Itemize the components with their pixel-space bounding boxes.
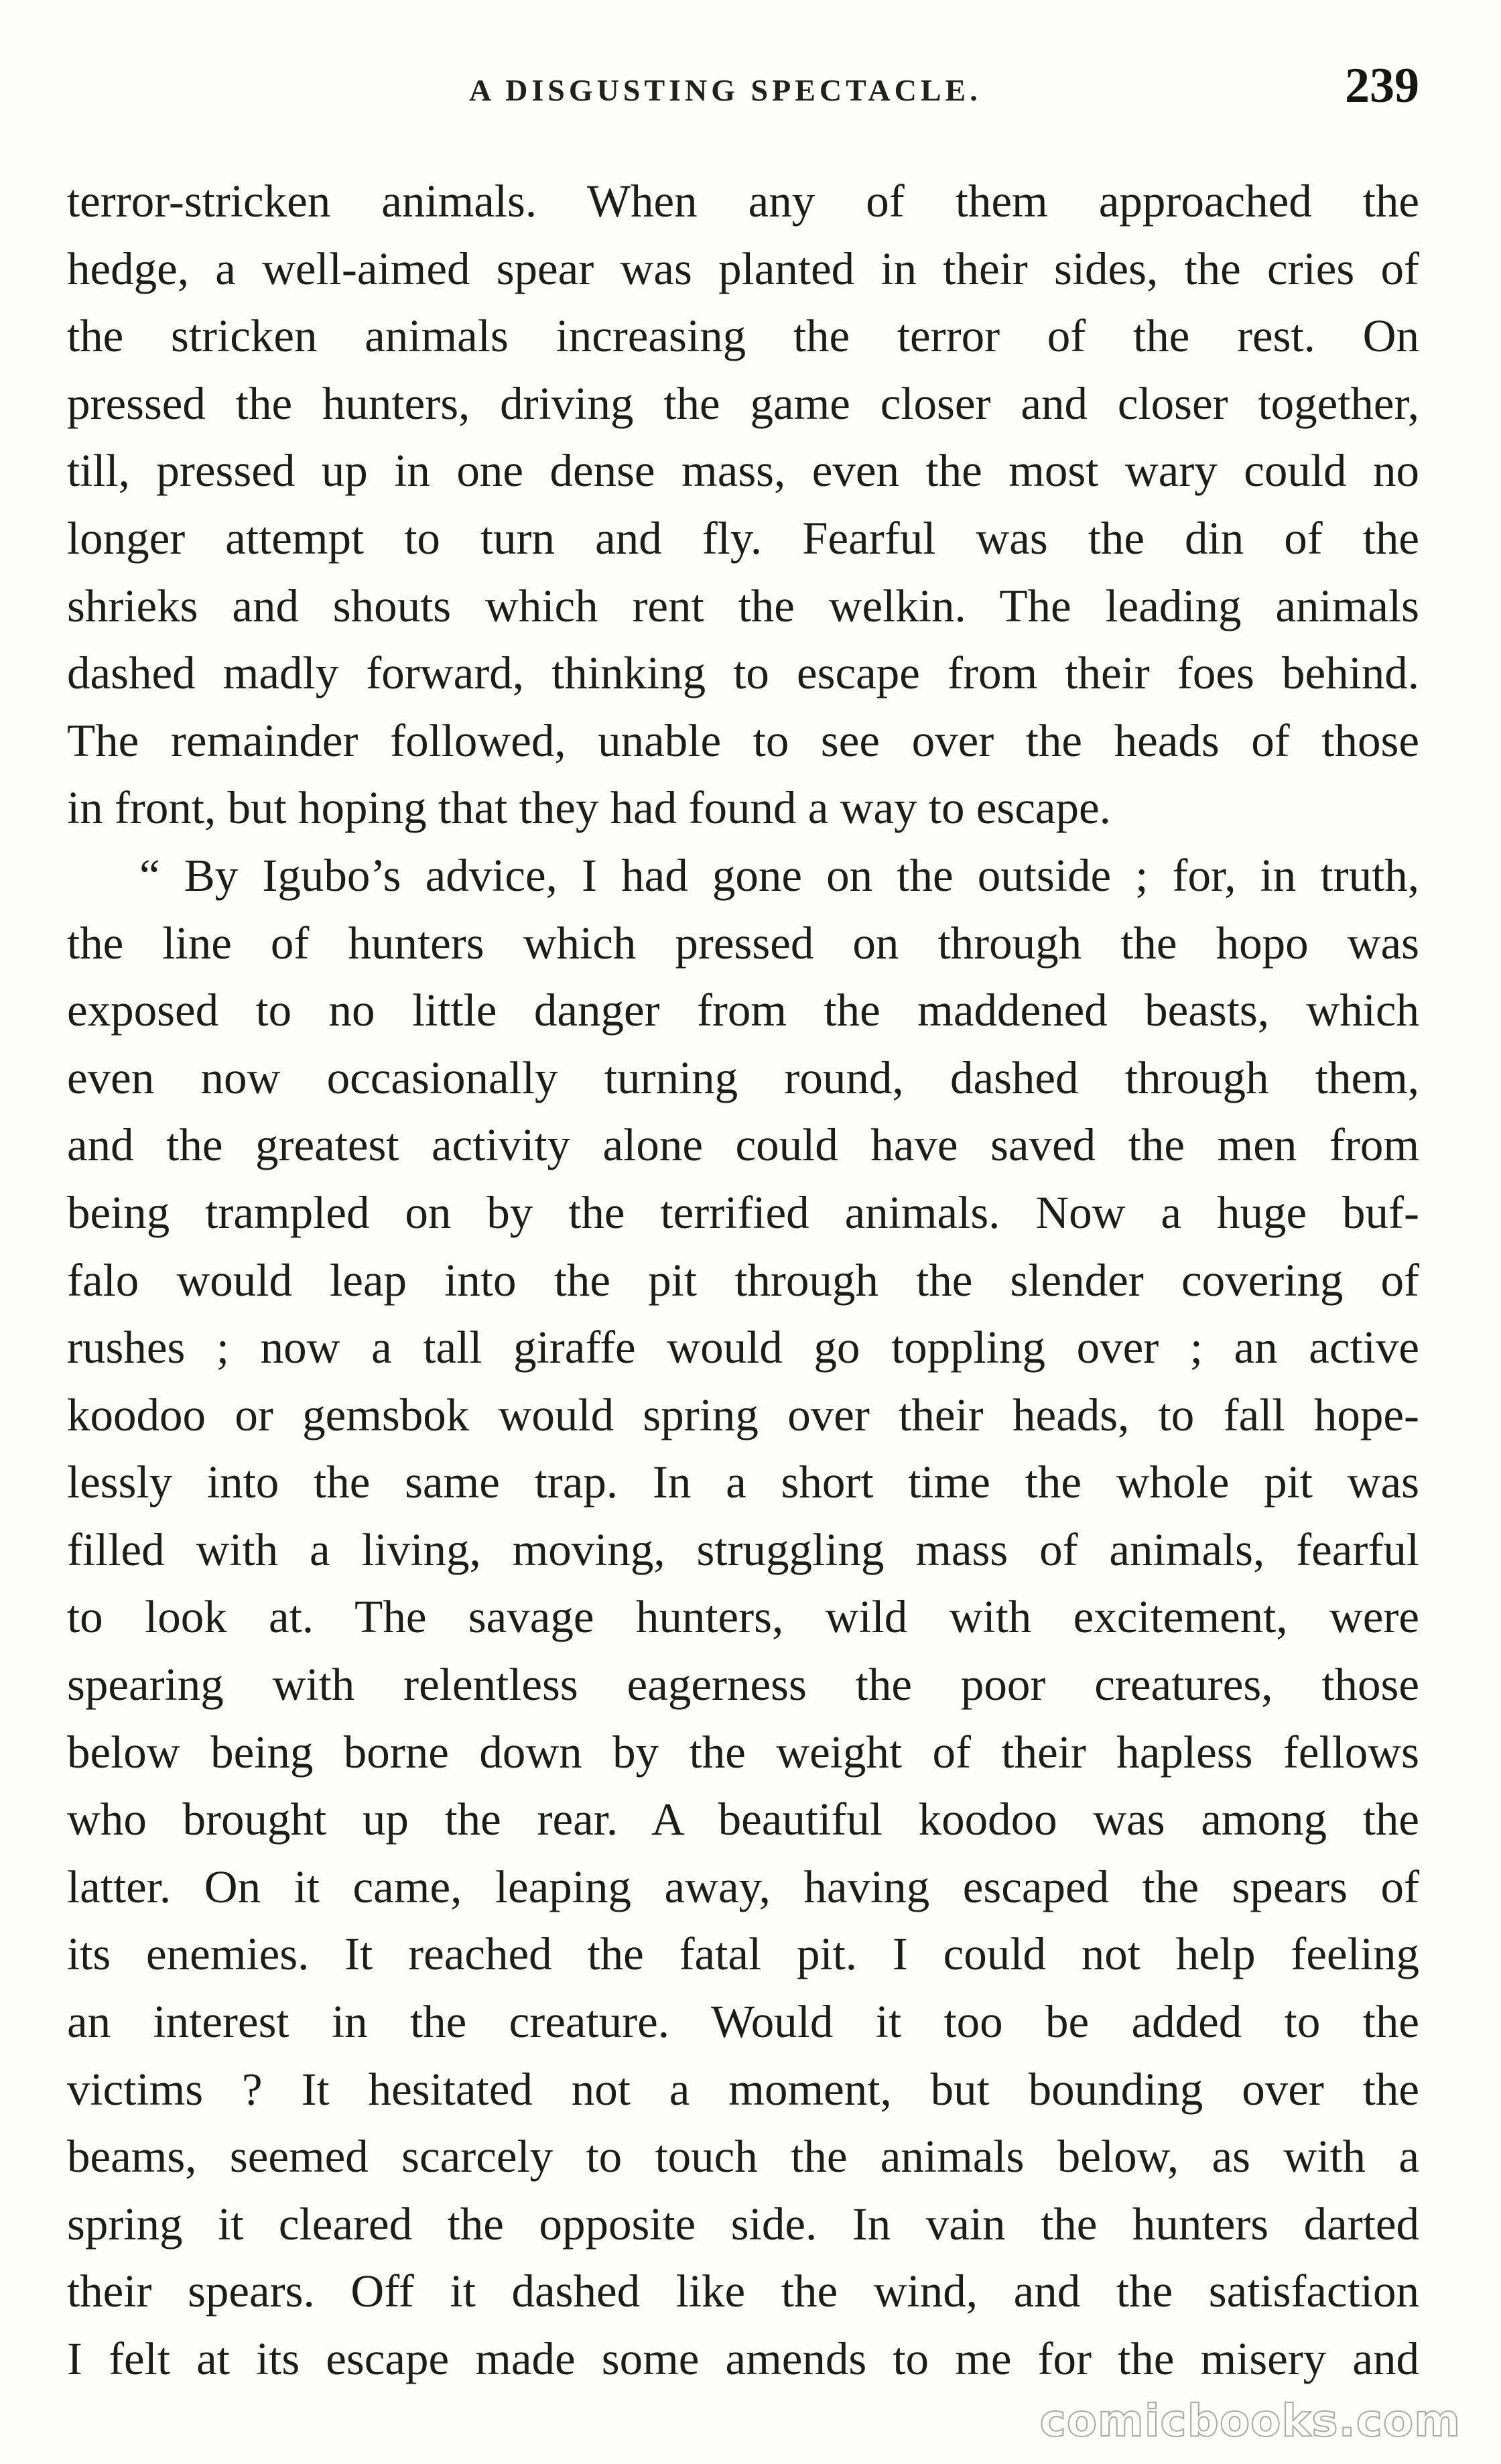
paragraph-2	[67, 842, 1419, 2393]
text-line: and the greatest activity alone could have saved the men from	[67, 1119, 1419, 1171]
text-line: to look at. The savage hunters, wild with excitement, were	[67, 1591, 1419, 1643]
text-line: shrieks and shouts which rent the welkin. The leading animals	[67, 580, 1419, 631]
text-line: latter. On it came, leaping away, having escaped the spears of	[67, 1861, 1419, 1912]
text-line: being trampled on by the terrified animals. Now a huge buf-	[67, 1186, 1419, 1238]
text-line: lessly into the same trap. In a short time the whole pit was	[67, 1457, 1419, 1508]
text-line: pressed the hunters, driving the game closer and closer together,	[67, 377, 1419, 429]
paragraph-1	[67, 168, 1419, 842]
running-title: A DISGUSTING SPECTACLE.	[469, 73, 982, 107]
watermark: comicbooks.com	[1039, 2395, 1461, 2447]
text-line: spring it cleared the opposite side. In vain the hunters darted	[67, 2198, 1419, 2250]
text-line: hedge, a well-aimed spear was planted in their sides, the cries of	[67, 243, 1419, 294]
text-line: falo would leap into the pit through the slender covering of	[67, 1254, 1419, 1306]
text-line: the stricken animals increasing the terror of the rest. On	[67, 310, 1419, 362]
text-line: even now occasionally turning round, dashed through them,	[67, 1052, 1419, 1103]
text-line: till, pressed up in one dense mass, even the most wary could no	[67, 445, 1419, 497]
text-line: The remainder followed, unable to see over the heads of those	[67, 715, 1419, 766]
text-line: its enemies. It reached the fatal pit. I could not help feeling	[67, 1928, 1419, 1980]
text-line: rushes ; now a tall giraffe would go toppling over ; an active	[67, 1322, 1419, 1373]
text-line: exposed to no little danger from the maddened beasts, which	[67, 985, 1419, 1036]
text-line: their spears. Off it dashed like the wind, and the satisfaction	[67, 2266, 1419, 2317]
body-text	[67, 168, 1419, 2393]
text-line: beams, seemed scarcely to touch the animals below, as with a	[67, 2131, 1419, 2182]
text-line: who brought up the rear. A beautiful koodoo was among the	[67, 1794, 1419, 1845]
text-line: filled with a living, moving, struggling mass of animals, fearful	[67, 1524, 1419, 1575]
text-line: an interest in the creature. Would it too be added to the	[67, 1996, 1419, 2048]
text-line: in front, but hoping that they had found a way to escape.	[67, 782, 1111, 834]
text-line: terror-stricken animals. When any of them approached the	[67, 176, 1419, 227]
text-line: dashed madly forward, thinking to escape from their foes behind.	[67, 648, 1419, 699]
text-line: I felt at its escape made some amends to me for the misery and	[67, 2333, 1419, 2384]
page-number: 239	[1345, 58, 1419, 113]
text-line: “ By Igubo’s advice, I had gone on the outside ; for, in truth,	[139, 849, 1419, 901]
text-line: victims ? It hesitated not a moment, but bounding over the	[67, 2063, 1419, 2115]
text-line: the line of hunters which pressed on through the hopo was	[67, 917, 1419, 969]
text-line: koodoo or gemsbok would spring over their heads, to fall hope-	[67, 1389, 1419, 1440]
running-header	[0, 52, 1501, 133]
text-line: spearing with relentless eagerness the poor creatures, those	[67, 1659, 1419, 1711]
text-line: longer attempt to turn and fly. Fearful was the din of the	[67, 512, 1419, 564]
text-line: below being borne down by the weight of their hapless fellows	[67, 1726, 1419, 1778]
